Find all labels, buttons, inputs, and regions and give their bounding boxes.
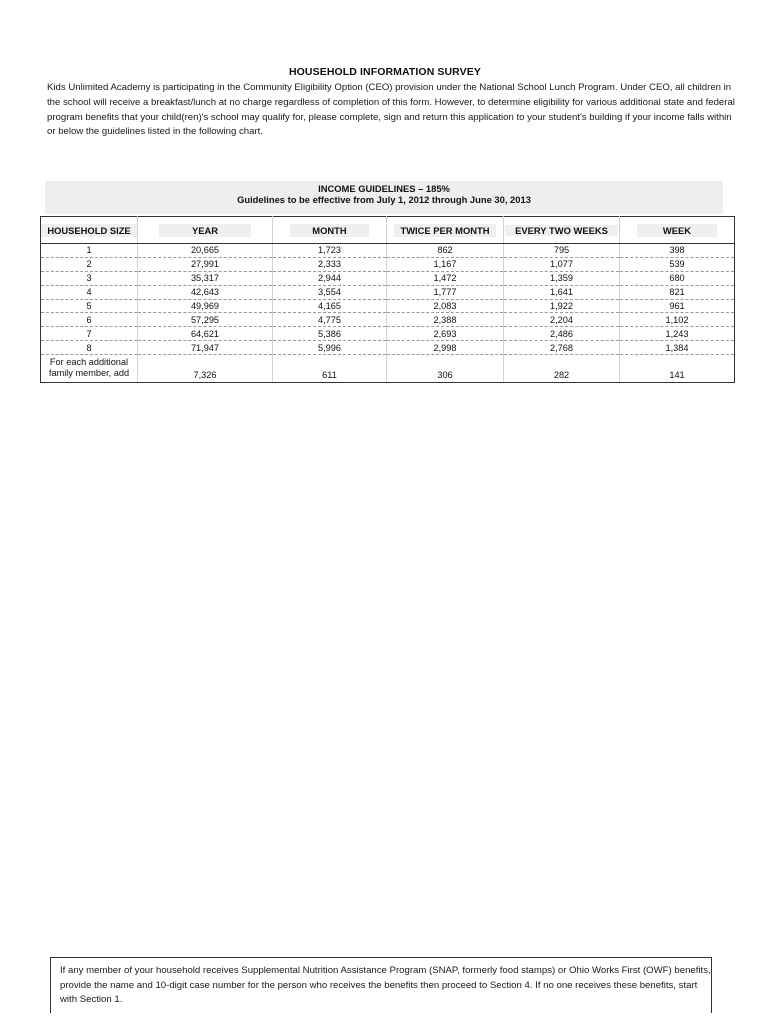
table-row	[41, 299, 735, 313]
header-year: YEAR	[138, 217, 273, 244]
income-guidelines-table	[40, 216, 735, 383]
cell-every-two-weeks: 2,204	[504, 313, 620, 327]
cell-year: 49,969	[138, 299, 273, 313]
cell-week: 539	[620, 257, 735, 271]
income-guidelines-subtitle: Guidelines to be effective from July 1, 2012 through June 30, 2013	[237, 194, 531, 205]
cell-month: 4,165	[273, 299, 387, 313]
header-month: MONTH	[273, 217, 387, 244]
cell-year: 57,295	[138, 313, 273, 327]
cell-month: 5,996	[273, 341, 387, 355]
cell-year: 35,317	[138, 271, 273, 285]
cell-year: 64,621	[138, 327, 273, 341]
table-header-row	[41, 217, 735, 244]
cell-every-two-weeks: 1,922	[504, 299, 620, 313]
header-week: WEEK	[620, 217, 735, 244]
cell-twice-per-month: 1,472	[387, 271, 504, 285]
cell-household-size: 3	[41, 271, 138, 285]
additional-member-row	[41, 355, 735, 383]
table-row	[41, 313, 735, 327]
cell-household-size: 2	[41, 257, 138, 271]
cell-week: 1,102	[620, 313, 735, 327]
cell-household-size: 8	[41, 341, 138, 355]
income-guidelines-title: INCOME GUIDELINES – 185%	[318, 183, 450, 194]
additional-week: 141	[620, 355, 735, 383]
table-row	[41, 285, 735, 299]
table-row	[41, 257, 735, 271]
notice-text: If any member of your household receives Supplemental Nutrition Assistance Program (SNAP, formerly food stamps) or Ohio Works First (OWF) benefits, provide the name and 10-digit case number for the person who receives the benefits then proceed to Section 4. If no one receives these benefits, start with Section 1.	[60, 965, 711, 1006]
cell-every-two-weeks: 2,768	[504, 341, 620, 355]
cell-twice-per-month: 2,083	[387, 299, 504, 313]
additional-twice-per-month: 306	[387, 355, 504, 383]
page-title: HOUSEHOLD INFORMATION SURVEY	[288, 66, 481, 78]
cell-every-two-weeks: 1,641	[504, 285, 620, 299]
cell-week: 821	[620, 285, 735, 299]
table-row	[41, 244, 735, 258]
cell-week: 680	[620, 271, 735, 285]
additional-year: 7,326	[138, 355, 273, 383]
cell-week: 961	[620, 299, 735, 313]
additional-member-label	[41, 355, 138, 383]
cell-year: 42,643	[138, 285, 273, 299]
additional-label-line2: family member, add	[48, 368, 130, 379]
additional-label-line1: For each additional	[49, 356, 129, 367]
cell-household-size: 6	[41, 313, 138, 327]
cell-twice-per-month: 2,388	[387, 313, 504, 327]
header-household-size: HOUSEHOLD SIZE	[41, 217, 138, 244]
cell-twice-per-month: 862	[387, 244, 504, 258]
snap-owf-notice	[50, 957, 712, 1013]
cell-month: 3,554	[273, 285, 387, 299]
cell-every-two-weeks: 1,359	[504, 271, 620, 285]
cell-year: 20,665	[138, 244, 273, 258]
cell-household-size: 4	[41, 285, 138, 299]
cell-week: 1,384	[620, 341, 735, 355]
cell-household-size: 7	[41, 327, 138, 341]
cell-household-size: 1	[41, 244, 138, 258]
additional-every-two-weeks: 282	[504, 355, 620, 383]
cell-month: 5,386	[273, 327, 387, 341]
cell-twice-per-month: 2,998	[387, 341, 504, 355]
cell-week: 398	[620, 244, 735, 258]
cell-every-two-weeks: 1,077	[504, 257, 620, 271]
cell-year: 71,947	[138, 341, 273, 355]
cell-household-size: 5	[41, 299, 138, 313]
cell-week: 1,243	[620, 327, 735, 341]
table-row	[41, 327, 735, 341]
cell-twice-per-month: 1,167	[387, 257, 504, 271]
additional-month: 611	[273, 355, 387, 383]
table-row	[41, 341, 735, 355]
header-twice-per-month: TWICE PER MONTH	[387, 217, 504, 244]
cell-month: 1,723	[273, 244, 387, 258]
cell-month: 2,333	[273, 257, 387, 271]
cell-every-two-weeks: 795	[504, 244, 620, 258]
intro-paragraph: Kids Unlimited Academy is participating in the Community Eligibility Option (CEO) provision under the National School Lunch Program. Under CEO, all children in the school will receive a breakfast/lunch at no charge regardless of completion of this form. However, to determine eligibility for various additional state and federal program benefits that your child(ren)'s school may qualify for, please complete, sign and return this application to your student's building if your income falls within or below the guidelines listed in the following chart.	[47, 82, 735, 138]
cell-twice-per-month: 2,693	[387, 327, 504, 341]
cell-twice-per-month: 1,777	[387, 285, 504, 299]
cell-month: 2,944	[273, 271, 387, 285]
cell-month: 4,775	[273, 313, 387, 327]
table-row	[41, 271, 735, 285]
cell-year: 27,991	[138, 257, 273, 271]
cell-every-two-weeks: 2,486	[504, 327, 620, 341]
header-every-two-weeks: EVERY TWO WEEKS	[504, 217, 620, 244]
